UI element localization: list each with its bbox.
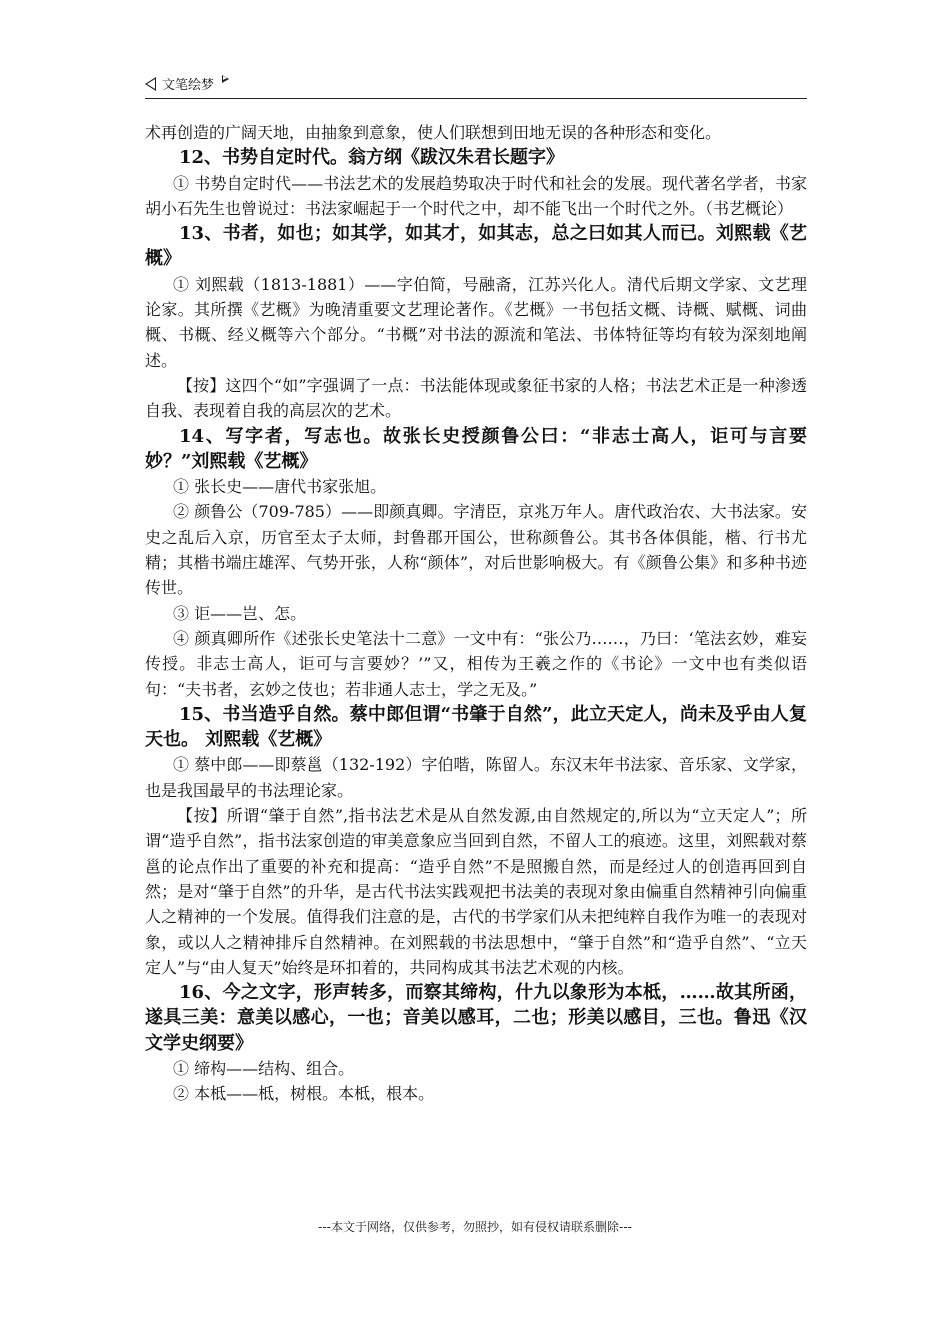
note-paragraph: ② 本柢——柢，树根。本柢，根本。 (173, 1084, 435, 1104)
comment-paragraph: 【按】所谓“肇于自然”,指书法艺术是从自然发源,由自然规定的,所以为“立天定人”；所谓“造乎自然”，指书法家创造的审美意象应当回到自然，不留人工的痕迹。这里，刘熙载对蔡邕的论点作出了重要的补充和提高：“造乎自然”不是照搬自然，而是经过人的创造再回到自然；是对“肇于自然”的升华，是古代书法实践观把书法美的表现对象由偏重自然精神引向偏重人之精神的一个发展。值得我们注意的是，古代的书学家们从未把纯粹自我作为唯一的表现对象，或以人之精神排斥自然精神。在刘熙载的书法思想中，“肇于自然”和“造乎自然”、“立天定人”与“由人复天”始终是环扣着的，共同构成其书法艺术观的内核。 (145, 806, 807, 977)
brand-title: 文笔绘梦 (162, 78, 215, 93)
paragraph: 术再创造的广阔天地，由抽象到意象，使人们联想到田地无误的各种形态和变化。 (145, 123, 722, 142)
note-paragraph: ④ 颜真卿所作《述张长史笔法十二意》一文中有：“张公乃……，乃曰：‘笔法玄妙，难妄传授。非志士高人，讵可与言要妙？’”又，相传为王羲之作的《书论》一文中也有类似语句：“夫书者，玄妙之伎也；若非通人志士，学之无及。” (145, 628, 807, 699)
page-footer: ---本文于网络，仅供参考，勿照抄，如有侵权请联系删除--- (318, 1220, 632, 1234)
note-paragraph: ① 刘熙载（1813-1881）——字伯简，号融斋，江苏兴化人。清代后期文学家、文艺理论家。其所撰《艺概》为晚清重要文艺理论著作。《艺概》一书包括文概、诗概、赋概、词曲概、书概、经义概等六个部分。“书概”对书法的源流和笔法、书体特征等均有较为深刻地阐述。 (145, 274, 807, 370)
section-heading-16: 16、今之文字，形声转多，而察其缔构，什九以象形为本柢，……故其所函，遂具三美：意美以感心，一也；音美以感耳，二也；形美以感目，三也。鲁迅《汉文学史纲要》 (145, 982, 807, 1054)
section-heading-13: 13、书者，如也；如其学，如其才，如其志，总之曰如其人而已。刘熙载《艺概》 (145, 223, 807, 270)
note-paragraph: ③ 讵——岂、怎。 (173, 603, 307, 623)
section-heading-14: 14、写字者，写志也。故张长史授颜鲁公曰：“非志士高人，讵可与言要妙？”刘熙载《艺概》 (145, 425, 807, 472)
comment-paragraph: 【按】这四个“如”字强调了一点：书法能体现或象征书家的人格；书法艺术正是一种渗透自我、表现着自我的高层次的艺术。 (145, 375, 807, 421)
note-paragraph: ① 缔构——结构、组合。 (173, 1058, 355, 1078)
triangle-left-icon (145, 77, 156, 91)
page-header (145, 72, 807, 99)
note-paragraph: ① 张长史——唐代书家张旭。 (173, 477, 387, 497)
note-paragraph: ② 颜鲁公（709-785）——即颜真卿。字清臣，京兆万年人。唐代政治农、大书法家。安史之乱后入京，历官至太子太师，封鲁郡开国公，世称颜鲁公。其书各体俱能，楷、行书尤精；其楷书端庄雄浑、气势开张，人称“颜体”，对后世影响极大。有《颜鲁公集》和多种书迹传世。 (145, 502, 807, 598)
document-body (145, 120, 807, 1107)
header-brand (145, 74, 229, 93)
section-heading-15: 15、书当造乎自然。蔡中郎但谓“书肇于自然”，此立天定人，尚未及乎由人复天也。 刘熙载《艺概》 (145, 703, 807, 751)
triangle-right-icon (222, 75, 229, 83)
section-heading-12: 12、书势自定时代。翁方纲《跋汉朱君长题字》 (179, 147, 565, 169)
note-paragraph: ① 蔡中郎——即蔡邕（132-192）字伯喈，陈留人。东汉末年书法家、音乐家、文学家，也是我国最早的书法理论家。 (145, 755, 807, 800)
note-paragraph: ① 书势自定时代——书法艺术的发展趋势取决于时代和社会的发展。现代著名学者，书家胡小石先生也曾说过：书法家崛起于一个时代之中，却不能飞出一个时代之外。（书艺概论） (145, 173, 807, 218)
